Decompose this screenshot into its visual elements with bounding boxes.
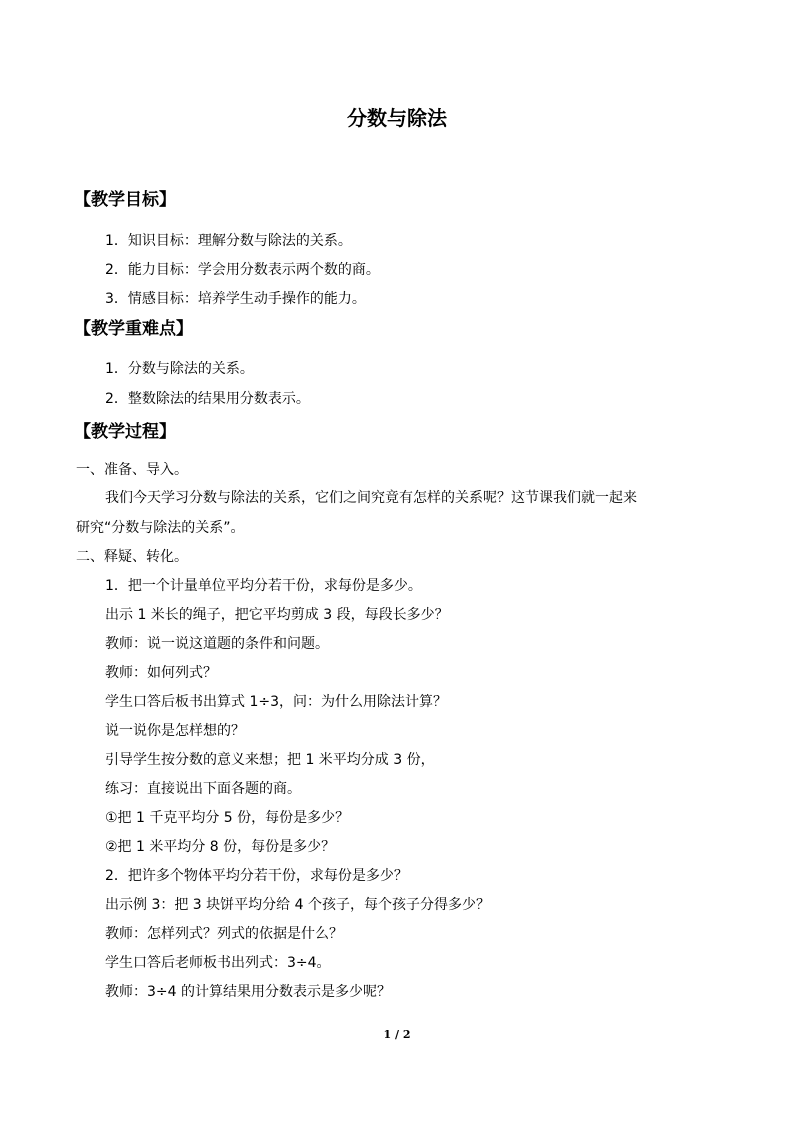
process-line: 说一说你是怎样想的？ — [105, 723, 245, 739]
key-point-item: 1．分数与除法的关系。 — [105, 361, 254, 377]
process-part-title: 二、释疑、转化。 — [76, 549, 188, 565]
process-line: ①把 1 千克平均分 5 份，每份是多少？ — [105, 810, 350, 826]
objective-item: 2．能力目标：学会用分数表示两个数的商。 — [105, 262, 380, 278]
process-line: 1．把一个计量单位平均分若干份，求每份是多少。 — [105, 578, 422, 594]
document-title: 分数与除法 — [347, 106, 447, 130]
process-paragraph-line: 我们今天学习分数与除法的关系，它们之间究竟有怎样的关系呢？这节课我们就一起来 — [105, 490, 637, 506]
section-heading-objectives: 【教学目标】 — [74, 190, 176, 210]
process-line: 学生口答后老师板书出列式：3÷4。 — [105, 955, 331, 971]
process-paragraph-line: 研究“分数与除法的关系”。 — [76, 520, 245, 536]
process-line: 教师：怎样列式？列式的依据是什么？ — [105, 926, 343, 942]
process-line: 2．把许多个物体平均分若干份，求每份是多少？ — [105, 868, 408, 884]
process-line: 出示例 3：把 3 块饼平均分给 4 个孩子，每个孩子分得多少？ — [105, 897, 490, 913]
process-line: 教师：如何列式？ — [105, 665, 217, 681]
page-number: 1 / 2 — [383, 1028, 411, 1041]
process-line: 引导学生按分数的意义来想；把 1 米平均分成 3 份， — [105, 752, 435, 768]
section-heading-key-points: 【教学重难点】 — [74, 319, 193, 339]
objective-item: 1．知识目标：理解分数与除法的关系。 — [105, 233, 352, 249]
process-line: 学生口答后板书出算式 1÷3，问：为什么用除法计算？ — [105, 694, 447, 710]
process-line: 教师：3÷4 的计算结果用分数表示是多少呢？ — [105, 984, 391, 1000]
process-part-title: 一、准备、导入。 — [76, 462, 188, 478]
process-line: 出示 1 米长的绳子，把它平均剪成 3 段，每段长多少？ — [105, 607, 449, 623]
key-point-item: 2．整数除法的结果用分数表示。 — [105, 391, 310, 407]
section-heading-process: 【教学过程】 — [74, 422, 176, 442]
objective-item: 3．情感目标：培养学生动手操作的能力。 — [105, 291, 366, 307]
process-line: ②把 1 米平均分 8 份，每份是多少？ — [105, 839, 336, 855]
process-line: 教师：说一说这道题的条件和问题。 — [105, 636, 329, 652]
process-line: 练习：直接说出下面各题的商。 — [105, 781, 301, 797]
